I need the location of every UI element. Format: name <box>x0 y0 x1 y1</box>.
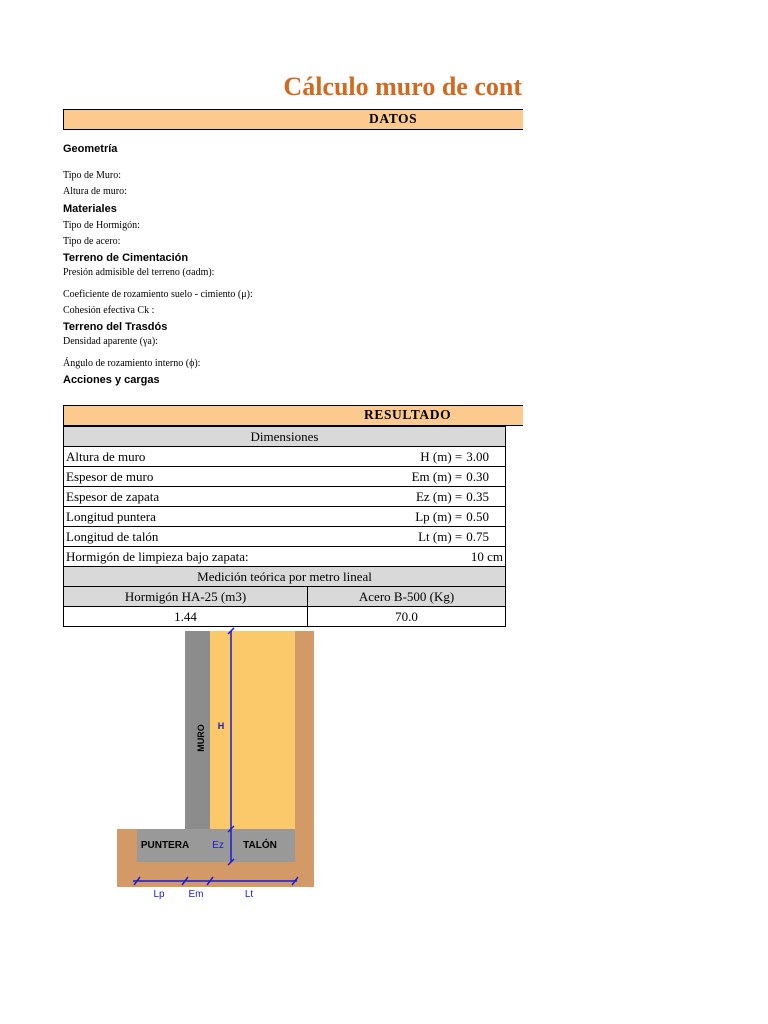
section-geometria: Geometría <box>63 143 118 155</box>
row-value: 0.30 <box>464 467 505 487</box>
row-value: 0.75 <box>464 527 505 547</box>
section-terreno-trasdos: Terreno del Trasdós <box>63 321 168 333</box>
col-acero-header: Acero B-500 (Kg) <box>308 587 506 607</box>
val-hormigon: 1.44 <box>64 607 308 627</box>
section-acciones-cargas: Acciones y cargas <box>63 374 160 386</box>
dimensiones-header: Dimensiones <box>64 427 506 447</box>
row-symbol: Ez (m) = <box>308 487 465 507</box>
diagram-label-puntera: PUNTERA <box>140 840 190 851</box>
diagram-label-em: Em <box>188 889 204 900</box>
row-symbol: H (m) = <box>308 447 465 467</box>
label-tipo-acero: Tipo de acero: <box>63 236 121 247</box>
section-materiales: Materiales <box>63 203 117 215</box>
medicion-header: Medición teórica por metro lineal <box>64 567 506 587</box>
row-name: Espesor de zapata <box>64 487 308 507</box>
row-value: 0.35 <box>464 487 505 507</box>
row-symbol: Lt (m) = <box>308 527 465 547</box>
diagram-label-h: H <box>217 721 225 731</box>
limpieza-label: Hormigón de limpieza bajo zapata: <box>64 547 465 567</box>
diagram-label-lt: Lt <box>244 889 254 900</box>
row-name: Espesor de muro <box>64 467 308 487</box>
row-value: 3.00 <box>464 447 505 467</box>
label-angulo-rozamiento: Ángulo de rozamiento interno (ϕ): <box>63 358 201 369</box>
diagram-label-lp: Lp <box>153 889 165 900</box>
row-value: 0.50 <box>464 507 505 527</box>
row-name: Altura de muro <box>64 447 308 467</box>
val-acero: 70.0 <box>308 607 506 627</box>
label-tipo-hormigon: Tipo de Hormigón: <box>63 220 140 231</box>
label-presion-admisible: Presión admisible del terreno (σadm): <box>63 267 215 278</box>
section-terreno-cimentacion: Terreno de Cimentación <box>63 252 189 264</box>
datos-header: DATOS <box>369 111 418 126</box>
label-cohesion: Cohesión efectiva Ck : <box>63 305 155 316</box>
row-symbol: Em (m) = <box>308 467 465 487</box>
resultado-header: RESULTADO <box>364 407 452 422</box>
label-altura-muro: Altura de muro: <box>63 186 127 197</box>
row-name: Longitud puntera <box>64 507 308 527</box>
diagram-label-ez: Ez <box>212 840 224 851</box>
limpieza-value: 10 cm <box>464 547 505 567</box>
diagram-label-talon: TALÓN <box>243 840 277 851</box>
label-tipo-muro: Tipo de Muro: <box>63 170 121 181</box>
label-densidad: Densidad aparente (γa): <box>63 336 158 347</box>
row-symbol: Lp (m) = <box>308 507 465 527</box>
label-coef-rozamiento: Coeficiente de rozamiento suelo - cimiento (μ): <box>63 289 253 300</box>
page-title: Cálculo muro de cont <box>283 72 522 101</box>
diagram-label-muro: MURO <box>196 724 206 752</box>
col-hormigon-header: Hormigón HA-25 (m3) <box>64 587 308 607</box>
row-name: Longitud de talón <box>64 527 308 547</box>
